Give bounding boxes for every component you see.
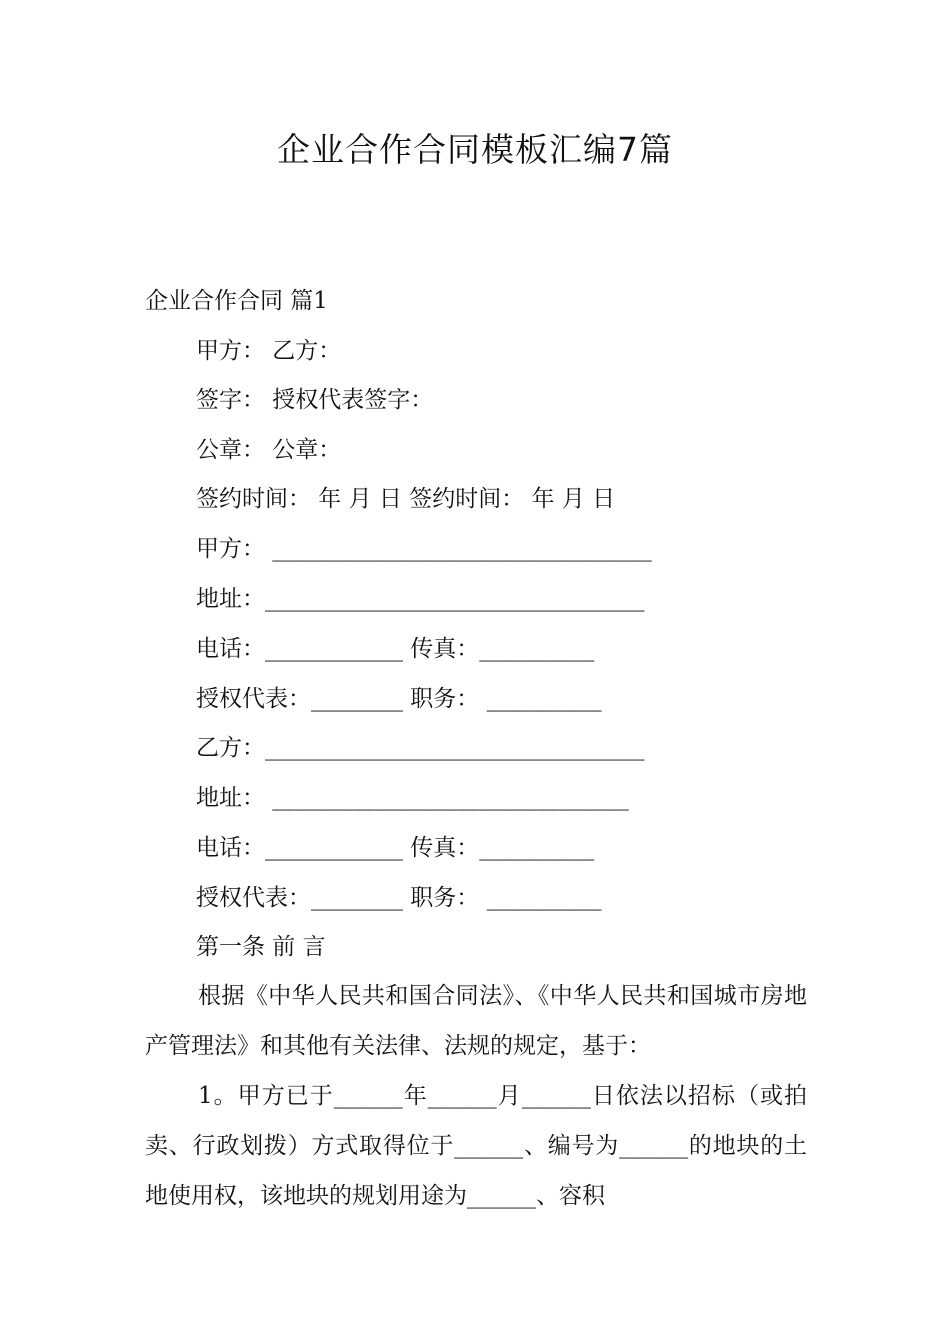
sign-parties-line: 甲方： 乙方：	[196, 338, 342, 364]
party-a-address-line: 地址：_________________________________	[196, 586, 645, 612]
party-a-representative-line: 授权代表：________ 职务： __________	[196, 686, 602, 712]
sign-seals-line: 公章： 公章：	[196, 437, 342, 463]
party-b-representative-line: 授权代表：________ 职务： __________	[196, 885, 602, 911]
section-heading: 企业合作合同 篇1	[145, 288, 328, 314]
party-a-contact-line: 电话：____________ 传真：__________	[196, 636, 595, 662]
clause-paragraph: 1。甲方已于______年______月______日依法以招标（或拍卖、行政划拨）方式取得位于______、编号为______的地块的土地使用权，该地块的规划用途为______、容积	[145, 1083, 807, 1209]
sign-dates-line: 签约时间： 年 月 日 签约时间： 年 月 日	[196, 486, 616, 512]
sign-signatures-line: 签字： 授权代表签字：	[196, 387, 434, 413]
party-a-name-line: 甲方： _________________________________	[196, 536, 652, 562]
party-b-contact-line: 电话：____________ 传真：__________	[196, 835, 595, 861]
document-title: 企业合作合同模板汇编7篇	[277, 130, 673, 169]
party-b-name-line: 乙方：_________________________________	[196, 735, 645, 761]
preamble-paragraph: 根据《中华人民共和国合同法》、《中华人民共和国城市房地产管理法》和其他有关法律、法规的规定，基于：	[145, 983, 807, 1059]
article-heading: 第一条 前 言	[196, 934, 326, 960]
party-b-address-line: 地址： _______________________________	[196, 785, 629, 811]
